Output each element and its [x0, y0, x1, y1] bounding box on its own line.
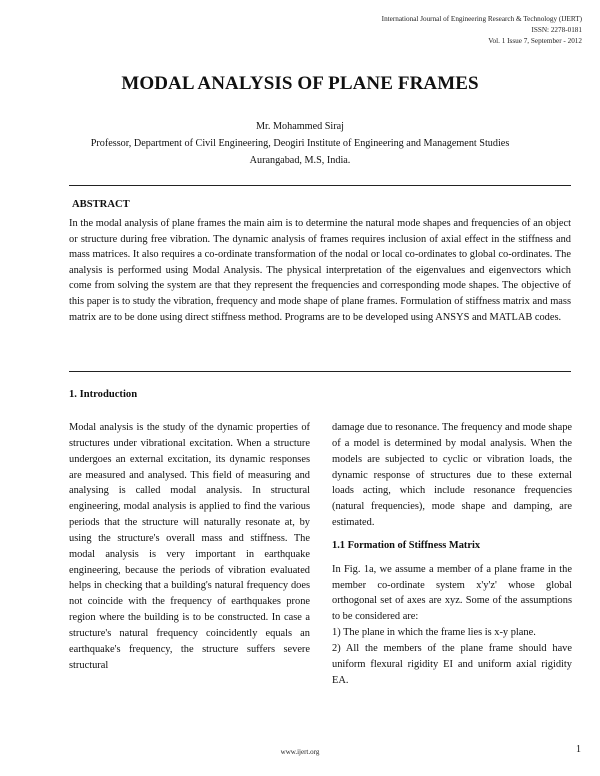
- introduction-right-text: damage due to resonance. The frequency and mode shape of a model is determined by modal analysis. When the models are subjected to cyclic or vibration loads, the dynamic response of structures due to these external loads acting, which include resonance frequencies (natural frequencies), mode shape and damping, are estimated.: [332, 422, 572, 529]
- left-column: [69, 420, 310, 674]
- journal-volume: Vol. 1 Issue 7, September - 2012: [488, 37, 582, 45]
- footer-url[interactable]: www.ijert.org: [280, 748, 320, 756]
- section-1-1-heading: 1.1 Formation of Stiffness Matrix: [332, 539, 481, 551]
- page-number: 1: [576, 744, 581, 755]
- introduction-left-text: Modal analysis is the study of the dynamic properties of structures under vibrational excitation. When a structure undergoes an external excitation, its dynamic responses are measured and analysed. This field of measuring and analysing is called modal analysis. In structural engineering, modal analysis is applied to find the various periods that the structure will naturally resonate at, by using the structure's overall mass and stiffness. The modal analysis is very important in earthquake engineering, because the periods of vibration evaluated helps in checking that a building's natural frequency does not coincide with the frequency of earthquakes prone region where the building is to be constructed. In case a structure's natural frequency coincidently equals an earthquake's frequency, the structure suffers severe structural: [69, 422, 310, 671]
- author-affiliation: Professor, Department of Civil Engineering, Deogiri Institute of Engineering and Management Studies: [90, 138, 510, 149]
- introduction-heading: 1. Introduction: [69, 389, 138, 400]
- author-location: Aurangabad, M.S, India.: [249, 155, 351, 166]
- journal-issn: ISSN: 2278-0181: [531, 26, 582, 34]
- abstract-text: In the modal analysis of plane frames the main aim is to determine the natural mode shapes and frequencies of an object or structure during free vibration. The dynamic analysis of frames requires inclusion of axial effect in the stiffness and mass matrices. It also requires a co-ordinate transformation of the nodal or local co-ordinates to global co-ordinates. The analysis is performed using Modal Analysis. The physical interpretation of the eigenvalues and eigenvectors which come from solving the system are that they represent the frequencies and corresponding mode shapes. The objective of this paper is to study the vibration, frequency and mode shape of plane frames. Formulation of stiffness matrix and mass matrix are to be done using direct stiffness method. Programs are to be developed using ANSYS and MATLAB codes.: [69, 218, 571, 323]
- section-1-1-text: In Fig. 1a, we assume a member of a plane frame in the member co-ordinate system x'y'z' whose global orthogonal set of axes are xyz. Some of the assumptions to be considered are:: [332, 563, 572, 623]
- journal-header: [382, 14, 582, 47]
- right-column: [332, 420, 572, 689]
- author-name: Mr. Mohammed Siraj: [255, 121, 344, 132]
- journal-name: International Journal of Engineering Research & Technology (IJERT): [381, 15, 582, 23]
- assumption-item-2: 2) All the members of the plane frame should have uniform flexural rigidity EI and uniform axial rigidity EA.: [332, 642, 572, 686]
- paper-title: MODAL ANALYSIS OF PLANE FRAMES: [121, 73, 479, 94]
- abstract-divider: [69, 371, 571, 372]
- assumption-item-1: 1) The plane in which the frame lies is x-y plane.: [332, 627, 536, 639]
- abstract-heading: ABSTRACT: [72, 199, 130, 210]
- top-divider: [69, 185, 571, 186]
